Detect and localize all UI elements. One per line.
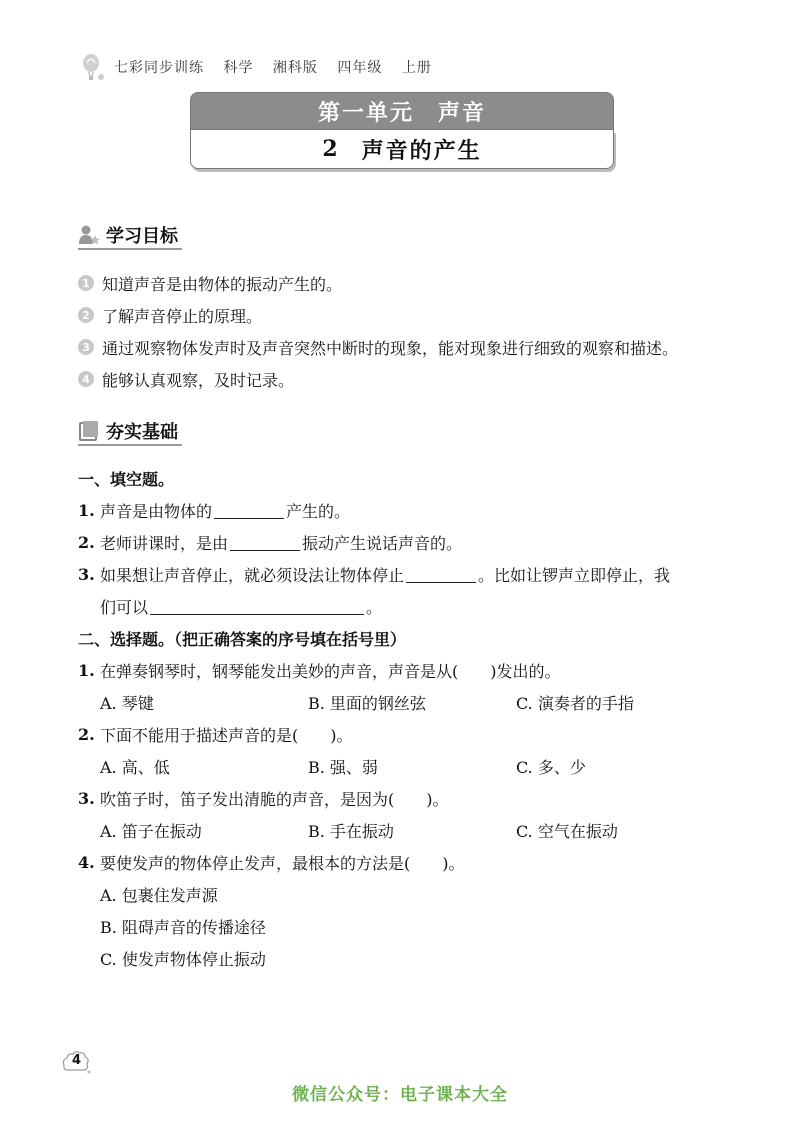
option-a[interactable]: A. 笛子在振动 [100,821,202,841]
option-c[interactable]: C. 多、少 [516,757,586,777]
question-text: 如果想让声音停止，就必须设法让物体停止 [100,565,405,585]
choice-options [78,750,728,782]
unit-name: 声音 [438,99,487,126]
option-c[interactable]: C. 演奏者的手指 [516,693,634,713]
question-number: 4. [78,852,95,872]
question-text: 。 [366,597,383,617]
answer-blank[interactable] [150,598,364,615]
lesson-number: 2 [322,136,340,162]
basics-section-title [78,418,178,444]
option-b[interactable]: B. 强、弱 [308,757,378,777]
goal-item [78,300,678,330]
student-star-icon [78,224,100,246]
fill-blank-heading: 一、填空题。 [78,469,175,489]
balloon-logo-icon [80,53,106,81]
unit-banner [190,92,614,130]
page-header [80,52,446,82]
lesson-title-bar [190,130,614,169]
header-edition: 湘科版 [272,60,318,76]
goal-item [78,332,678,362]
question-text: 产生的。 [286,501,351,521]
option-a[interactable]: A. 琴键 [100,693,154,713]
question-number: 1. [78,660,95,680]
option-a[interactable]: A. 包裹住发声源 [100,885,218,905]
footer-watermark: 微信公众号：电子课本大全 [292,1085,508,1105]
goal-text: 能够认真观察，及时记录。 [102,370,295,390]
goals-title: 学习目标 [106,226,178,247]
book-icon [78,420,100,442]
page-number: 4 [72,1053,82,1068]
choice-options [78,686,728,718]
fill-question-3 [78,558,728,590]
question-stem: 在弹奏钢琴时，钢琴能发出美妙的声音，声音是从( )发出的。 [100,661,561,681]
question-number: 2. [78,724,95,744]
basics-title-underline [78,444,182,446]
lesson-title: 声音的产生 [361,137,482,164]
goal-item [78,268,678,298]
answer-blank[interactable] [214,502,284,519]
header-subject: 科学 [223,60,254,76]
question-number: 1. [78,500,95,520]
answer-blank[interactable] [230,534,300,551]
option-a[interactable]: A. 高、低 [100,757,170,777]
option-b[interactable]: B. 里面的钢丝弦 [308,693,426,713]
choice-heading: 二、选择题。（把正确答案的序号填在括号里） [78,629,407,649]
question-stem: 吹笛子时，笛子发出清脆的声音，是因为( )。 [100,789,449,809]
unit-title: 第一单元 [317,99,414,126]
question-text: 声音是由物体的 [100,501,213,521]
question-number: 2. [78,532,95,552]
question-text: 振动产生说话声音的。 [302,533,463,553]
goal-text: 通过观察物体发声时及声音突然中断时的现象，能对现象进行细致的观察和描述。 [102,338,679,358]
option-c[interactable]: C. 使发声物体停止振动 [100,949,266,969]
page-number-badge [62,1050,92,1076]
header-series: 七彩同步训练 [114,60,204,76]
fill-question-3-cont [78,590,728,622]
header-grade: 四年级 [337,60,383,76]
goal-number: 1 [78,275,94,291]
goal-text: 知道声音是由物体的振动产生的。 [102,274,343,294]
goal-number: 4 [78,371,94,387]
fill-question-2 [78,526,728,558]
option-c[interactable]: C. 空气在振动 [516,821,618,841]
choice-question-3 [78,782,728,814]
question-stem: 要使发声的物体停止发声，最根本的方法是( )。 [100,853,465,873]
exercise-content [78,462,728,974]
option-b[interactable]: B. 阻碍声音的传播途径 [100,917,266,937]
goals-list [78,268,678,396]
choice-question-2 [78,718,728,750]
header-text [114,57,446,77]
choice-question-4 [78,846,728,878]
option-b[interactable]: B. 手在振动 [308,821,394,841]
question-number: 3. [78,788,95,808]
unit-title-box [190,92,614,168]
question-text: 们可以 [100,597,149,617]
basics-title: 夯实基础 [106,422,178,443]
choice-options [78,814,728,846]
question-number: 3. [78,564,95,584]
goal-number: 3 [78,339,94,355]
question-text: 老师讲课时，是由 [100,533,229,553]
goal-number: 2 [78,307,94,323]
goal-item [78,364,678,394]
goal-text: 了解声音停止的原理。 [102,306,263,326]
goals-section-title [78,222,178,248]
choice-question-1 [78,654,728,686]
answer-blank[interactable] [406,566,476,583]
header-volume: 上册 [401,60,432,76]
question-text: 。比如让锣声立即停止，我 [478,565,671,585]
fill-question-1 [78,494,728,526]
question-stem: 下面不能用于描述声音的是( )。 [100,725,353,745]
goals-title-underline [78,248,182,250]
